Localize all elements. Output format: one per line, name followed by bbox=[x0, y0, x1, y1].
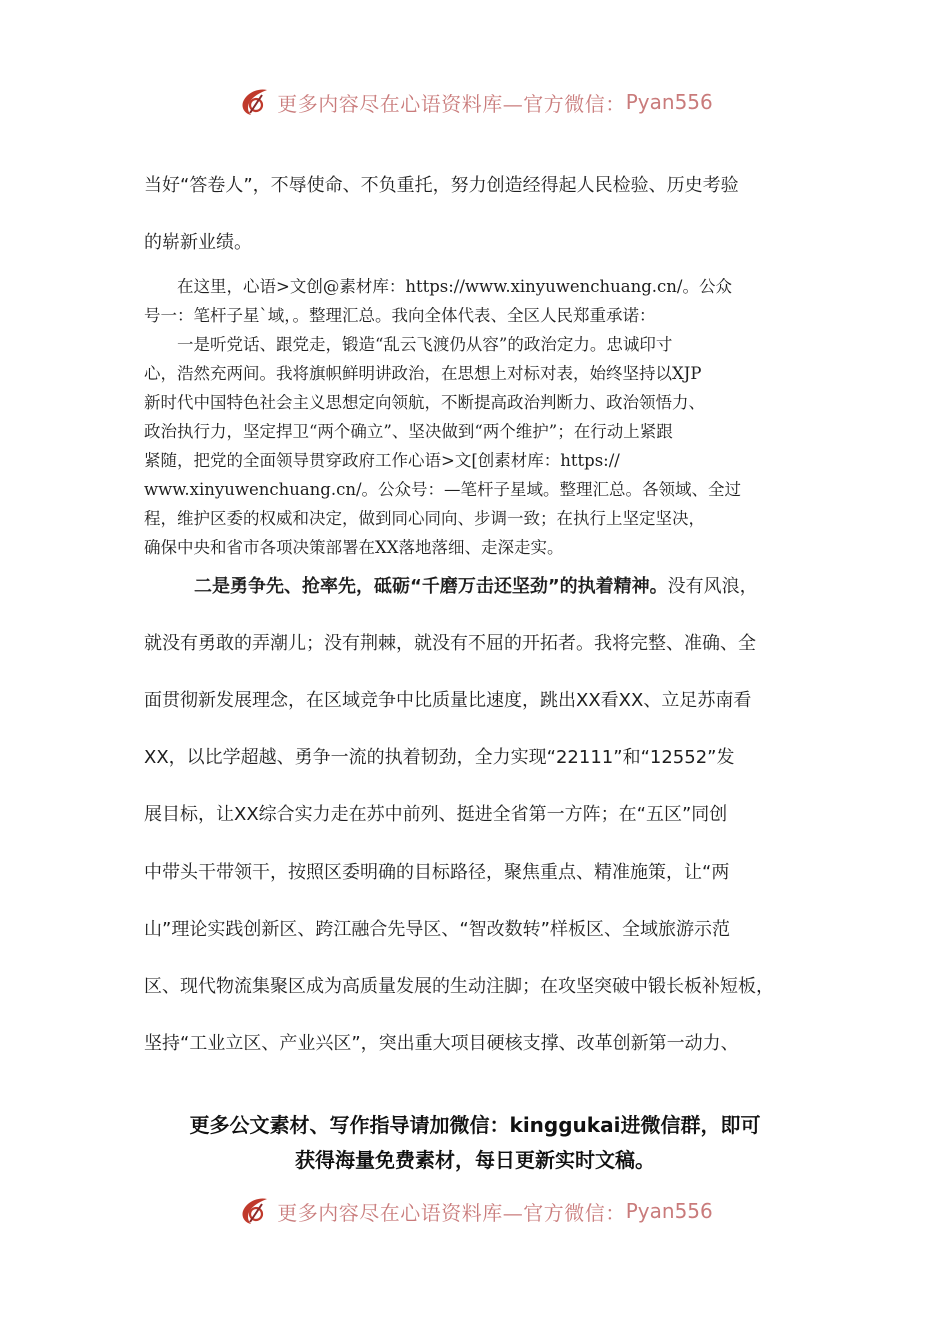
banner-slogan: 更多内容尽在心语资料库—官方微信： bbox=[277, 1200, 626, 1225]
footer-banner bbox=[0, 1191, 950, 1231]
brush-logo-icon bbox=[237, 1193, 273, 1229]
p3-line-3: 新时代中国特色社会主义思想定向领航，不断提高政治判断力、政治领悟力、 bbox=[144, 393, 705, 412]
p3-line-7: 程，维护区委的权威和决定，做到同心同向、步调一致；在执行上坚定坚决， bbox=[144, 509, 705, 528]
p4-first-rest: 没有风浪， bbox=[667, 576, 758, 597]
p4-line-8: 区、现代物流集聚区成为高质量发展的生动注脚；在攻坚突破中锻长板补短板， bbox=[144, 976, 774, 997]
p2-line-1: 在这里，心语>文创@素材库：https://www.xinyuwenchuang.cn/。公众 bbox=[144, 277, 732, 296]
p4-line-9: 坚持“工业立区、产业兴区”，突出重大项目硬核支撑、改革创新第一动力、 bbox=[144, 1033, 739, 1054]
banner-wechat-id: Pyan556 bbox=[625, 90, 713, 114]
p4-line-5: 展目标，让XX综合实力走在苏中前列、挺进全省第一方阵；在“五区”同创 bbox=[144, 804, 728, 825]
p4-line-2: 就没有勇敢的弄潮儿；没有荆棘，就没有不屈的开拓者。我将完整、准确、全 bbox=[144, 633, 756, 654]
p4-line-1 bbox=[194, 574, 814, 600]
p3-line-1: 一是听党话、跟党走，锻造“乱云飞渡仍从容”的政治定力。忠诚印寸 bbox=[144, 335, 673, 354]
serif-paragraphs bbox=[144, 272, 814, 562]
p3-line-5: 紧随，把党的全面领导贯穿政府工作心语>文[创素材库：https:// bbox=[144, 451, 620, 470]
p3-line-6: www.xinyuwenchuang.cn/。公众号：—笔杆子星域。整理汇总。各领域、全过 bbox=[144, 480, 742, 499]
banner-slogan: 更多内容尽在心语资料库—官方微信： bbox=[277, 91, 626, 116]
p4-line-6: 中带头干带领干，按照区委明确的目标路径，聚焦重点、精准施策，让“两 bbox=[144, 862, 730, 883]
p4-line-3: 面贯彻新发展理念，在区域竞争中比质量比速度，跳出XX看XX、立足苏南看 bbox=[144, 690, 752, 711]
p3-line-4: 政治执行力，坚定捍卫“两个确立”、坚决做到“两个维护”；在行动上紧跟 bbox=[144, 422, 673, 441]
banner-wechat-id: Pyan556 bbox=[625, 1199, 713, 1223]
p3-line-2: 心，浩然充两间。我将旗帜鲜明讲政治，在思想上对标对表，始终坚持以XJP bbox=[144, 364, 702, 383]
p3-line-8: 确保中央和省市各项决策部署在XX落地落细、走深走实。 bbox=[144, 538, 564, 557]
brush-logo-icon bbox=[237, 84, 273, 120]
header-banner bbox=[0, 82, 950, 122]
footer-note-line-2: 获得海量免费素材，每日更新实时文稿。 bbox=[295, 1148, 655, 1172]
p1-line-2: 的崭新业绩。 bbox=[144, 232, 252, 253]
footer-note bbox=[100, 1108, 850, 1178]
p2-line-2: 号一：笔杆子星`域，。整理汇总。我向全体代表、全区人民郑重承诺： bbox=[144, 306, 656, 325]
p4-bold-heading: 二是勇争先、抢率先，砥砺“千磨万击还坚劲”的执着精神。 bbox=[194, 576, 668, 597]
p4-line-4: XX，以比学超越、勇争一流的执着韧劲，全力实现“22111”和“12552”发 bbox=[144, 747, 735, 768]
footer-note-line-1: 更多公文素材、写作指导请加微信：kinggukai进微信群，即可 bbox=[189, 1113, 761, 1137]
p4-line-7: 山”理论实践创新区、跨江融合先导区、“智改数转”样板区、全域旅游示范 bbox=[144, 919, 730, 940]
p1-line-1: 当好“答卷人”，不辱使命、不负重托，努力创造经得起人民检验、历史考验 bbox=[144, 175, 739, 196]
